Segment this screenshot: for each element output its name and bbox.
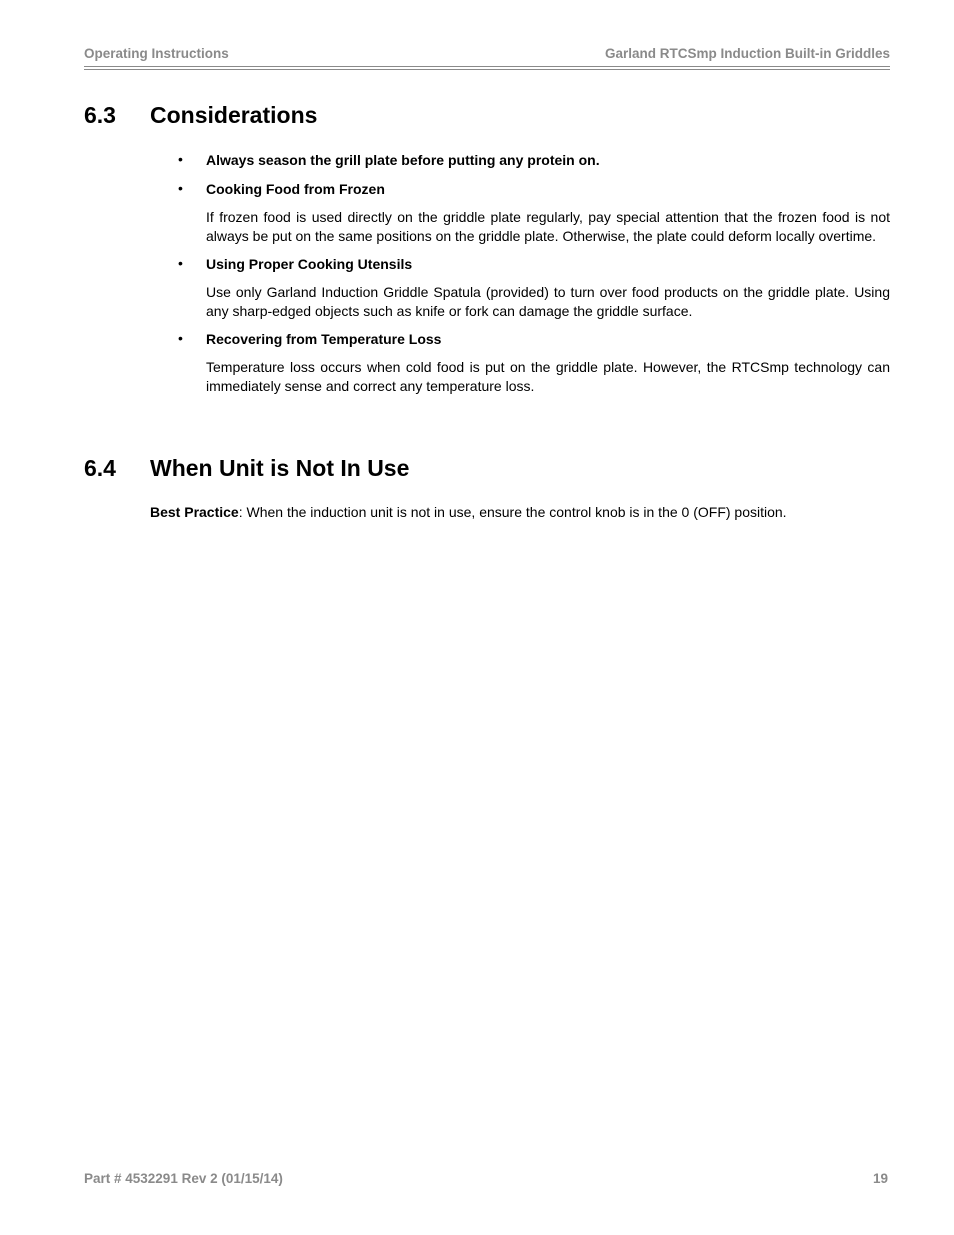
section-6-3-title: Considerations [150,102,318,128]
list-item-title: Using Proper Cooking Utensils [206,256,413,272]
header-left-text: Operating Instructions [84,46,229,61]
section-6-3-number: 6.3 [84,102,116,128]
section-6-4-heading [84,455,409,482]
section-6-3-heading [84,102,317,129]
header-rule-top [84,66,890,67]
bullet-icon: • [178,180,183,196]
footer-part-number: Part # 4532291 Rev 2 (01/15/14) [84,1171,283,1186]
list-item [150,330,890,396]
best-practice-paragraph [150,503,890,522]
list-item-title: Always season the grill plate before putting any protein on. [206,152,600,168]
list-item-body: Temperature loss occurs when cold food is put on the griddle plate. However, the RTCSmp technology can immediately sense and correct any temperature loss. [206,359,890,394]
page-footer [84,1171,888,1186]
best-practice-text: : When the induction unit is not in use, ensure the control knob is in the 0 (OFF) position. [238,504,787,520]
list-item-title: Recovering from Temperature Loss [206,331,442,347]
list-item-body: Use only Garland Induction Griddle Spatula (provided) to turn over food products on the griddle plate. Using any sharp-edged objects such as knife or fork can damage the griddle surface. [206,284,890,319]
list-item [150,255,890,321]
list-item-body: If frozen food is used directly on the griddle plate regularly, pay special attention that the frozen food is not always be put on the same positions on the griddle plate. Otherwise, the plate could deform locally overtime. [206,209,890,244]
list-item-title: Cooking Food from Frozen [206,181,385,197]
bullet-icon: • [178,330,183,346]
header-right-text: Garland RTCSmp Induction Built-in Griddles [604,46,890,61]
page-header [84,46,890,61]
header-rule-bottom [84,69,890,70]
bullet-icon: • [178,255,183,271]
best-practice-label: Best Practice [150,504,239,520]
list-item [150,151,890,170]
section-6-4-number: 6.4 [84,455,116,481]
considerations-list [150,151,890,396]
footer-page-number: 19 [872,1171,888,1186]
section-6-4-title: When Unit is Not In Use [150,455,410,481]
list-item [150,180,890,246]
bullet-icon: • [178,151,183,167]
